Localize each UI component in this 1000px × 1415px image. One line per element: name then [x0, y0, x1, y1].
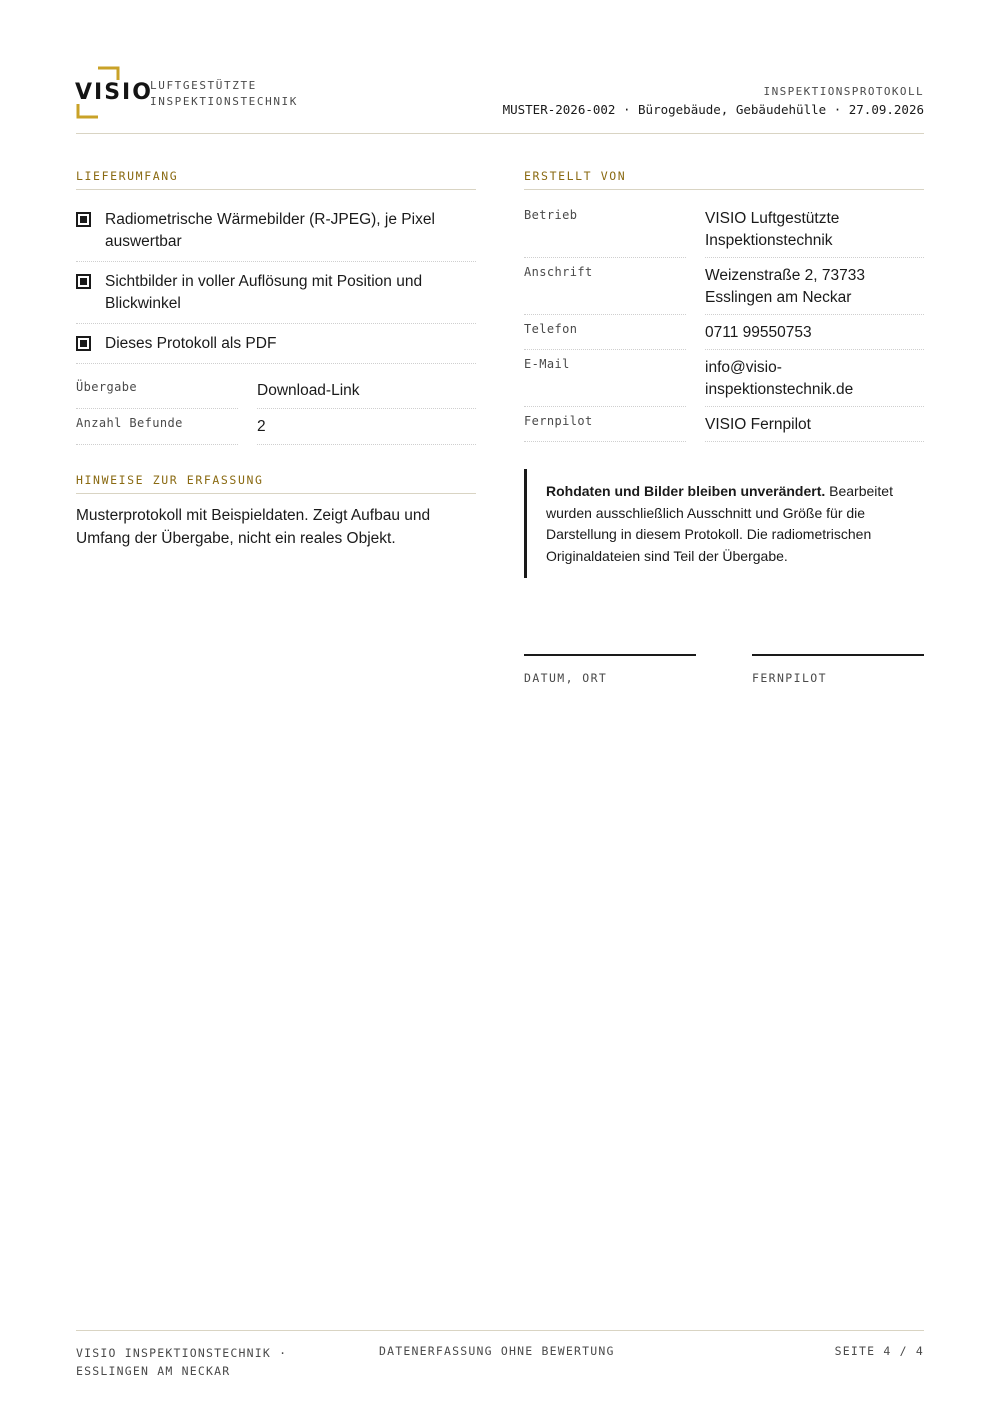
table-row	[524, 204, 924, 258]
section-title-erstellt-von: ERSTELLT VON	[524, 169, 924, 190]
checklist-item	[76, 268, 476, 324]
checked-box-icon	[76, 274, 91, 289]
logo-subtitle-line-2: INSPEKTIONSTECHNIK	[150, 95, 299, 108]
footer-note: DATENERFASSUNG OHNE BEWERTUNG	[379, 1344, 615, 1358]
signature-label-date: DATUM, ORT	[524, 671, 608, 685]
checklist-item	[76, 206, 476, 262]
row-key: Telefon	[524, 318, 686, 350]
header-divider	[76, 133, 924, 134]
logo-subtitle-line-1: LUFTGESTÜTZTE	[150, 79, 257, 92]
delivery-checklist	[76, 206, 476, 370]
table-row	[524, 318, 924, 350]
row-value: 0711 99550753	[705, 318, 924, 350]
checklist-item-label: Sichtbilder in voller Auflösung mit Position und Blickwinkel	[105, 273, 423, 312]
row-value: Weizenstraße 2, 73733 Esslingen am Neckar	[705, 261, 924, 315]
checked-box-icon	[76, 212, 91, 227]
checklist-item-label: Radiometrische Wärmebilder (R-JPEG), je Pixel auswertbar	[105, 211, 435, 250]
row-key: E-Mail	[524, 353, 686, 407]
footer-company: VISIO INSPEKTIONSTECHNIK · ESSLINGEN AM NECKAR	[76, 1346, 288, 1378]
signature-label-pilot: FERNPILOT	[752, 671, 827, 685]
row-key: Anzahl Befunde	[76, 412, 238, 445]
table-row	[524, 353, 924, 407]
checklist-item	[76, 330, 476, 364]
signature-line-pilot	[752, 654, 924, 656]
footer-divider	[76, 1330, 924, 1331]
row-key: Übergabe	[76, 376, 238, 409]
section-title-hinweise: HINWEISE ZUR ERFASSUNG	[76, 473, 476, 494]
document-type: INSPEKTIONSPROTOKOLL	[763, 85, 924, 98]
row-key: Anschrift	[524, 261, 686, 315]
checked-box-icon	[76, 336, 91, 351]
logo-subtitle	[150, 78, 298, 110]
logo-wordmark: VISIO	[75, 80, 153, 105]
row-key: Fernpilot	[524, 410, 686, 442]
row-value[interactable]: info@visio-inspektionstechnik.de	[705, 353, 924, 407]
row-value: 2	[257, 412, 476, 445]
callout-text: Bearbeitet wurden ausschließlich Ausschnitt und Größe für die Darstellung in diesem Protokoll. Die radiometrischen Originaldateien sind Teil der Übergabe.	[546, 483, 893, 564]
row-value: Download-Link	[257, 376, 476, 409]
row-value: VISIO Fernpilot	[705, 410, 924, 442]
notes-text: Musterprotokoll mit Beispieldaten. Zeigt Aufbau und Umfang der Übergabe, nicht ein reales Objekt.	[76, 507, 431, 547]
table-row	[524, 261, 924, 315]
signature-line-date	[524, 654, 696, 656]
table-row	[76, 376, 476, 409]
creator-details-table	[524, 204, 924, 442]
raw-data-callout	[524, 469, 924, 578]
section-title-lieferumfang: LIEFERUMFANG	[76, 169, 476, 190]
table-row	[524, 410, 924, 442]
row-value: VISIO Luftgestützte Inspektionstechnik	[705, 204, 924, 258]
table-row	[76, 412, 476, 445]
document-meta: MUSTER-2026-002 · Bürogebäude, Gebäudehülle · 27.09.2026	[502, 102, 924, 117]
page-number: SEITE 4 / 4	[834, 1344, 924, 1358]
delivery-details-table	[76, 376, 476, 445]
callout-emphasis: Rohdaten und Bilder bleiben unverändert.	[546, 483, 826, 499]
row-key: Betrieb	[524, 204, 686, 258]
checklist-item-label: Dieses Protokoll als PDF	[105, 335, 277, 352]
